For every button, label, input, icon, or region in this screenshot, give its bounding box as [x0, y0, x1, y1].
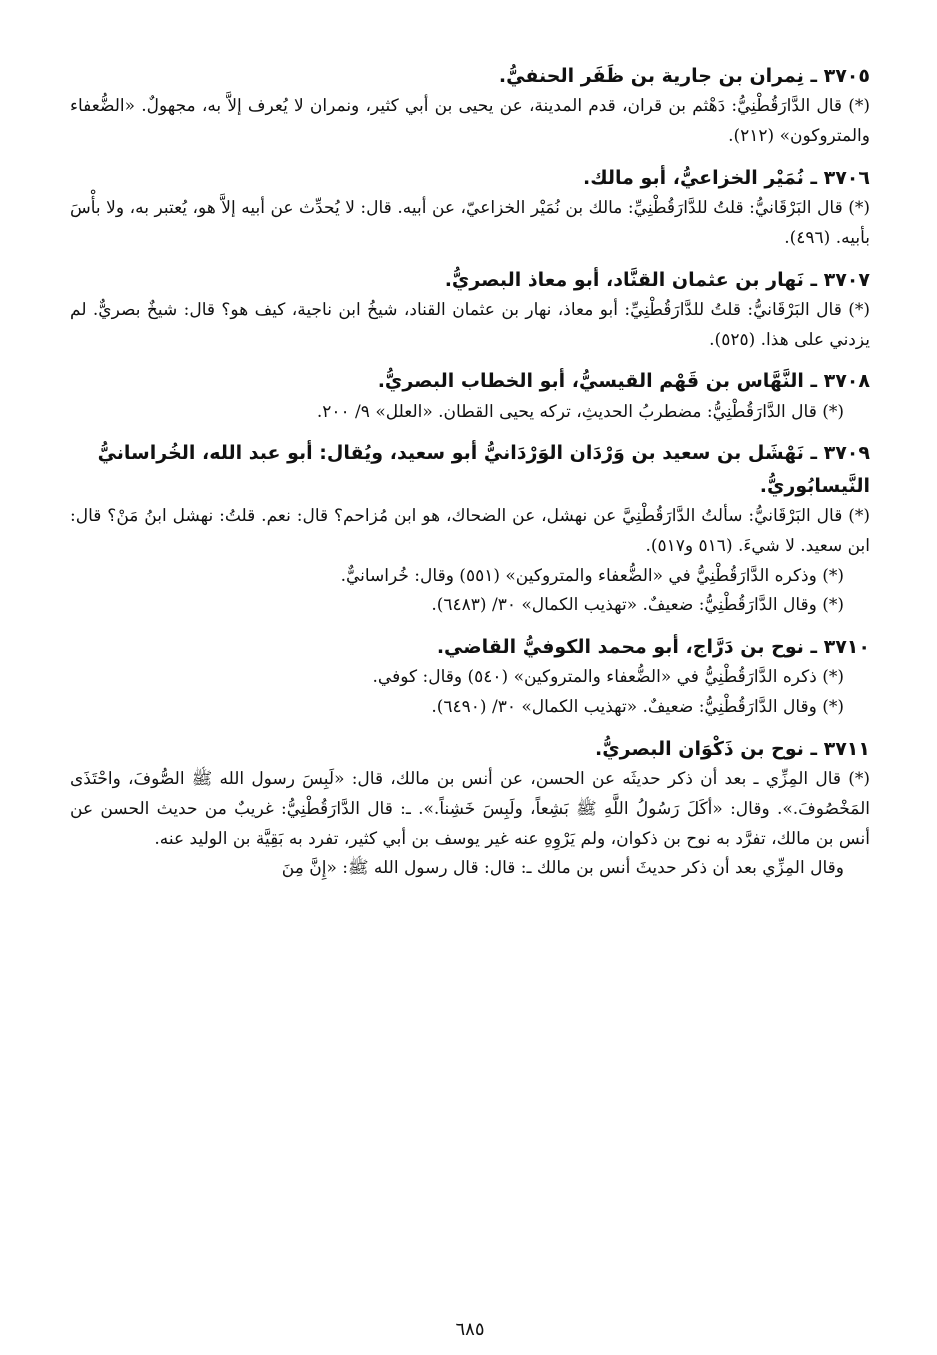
entry-paragraph: (*) قال الدَّارَقُطْنِيُّ: مضطربُ الحديثِ، تركه يحيى القطان. «العلل» ٩/ ٢٠٠.	[316, 401, 844, 422]
entry	[70, 733, 870, 884]
page-number: ٦٨٥	[455, 1319, 485, 1340]
entry-paragraph: (*) قال الدَّارَقُطْنِيُّ: دَهْثم بن قران، قدم المدينة، عن يحيى بن أبي كثير، ونمران لا يُعرف إلاَّ به، مجهولٌ. «الضُّعفاء والمتروكون» (٢١٢).	[70, 96, 870, 147]
entry-paragraph: (*) قال المِزِّي ـ بعد أن ذكر حديثَه عن الحسن، عن أنس بن مالك، قال: «لَبِسَ رسول الله ﷺ الصُّوفَ، واحْتَذَى المَخْصُوفَ.». وقال: «أكَلَ رَسُولُ اللَّهِ ﷺ بَشِعاً، ولَبِسَ خَشِناً.». ـ: قال الدَّارَقُطْنِيُّ: غريبٌ من حديث الحسن عن أنس بن مالك، تفرَّد به نوح بن ذكوان، ولم يَرْوِهِ عنه غير يوسف بن أبي كثير، تفرد به بَقِيَّة بن الوليد عنه.	[70, 769, 870, 849]
entry-heading: ٣٧١٠ ـ نوح بن دَرَّاج، أبو محمد الكوفيُّ القاضي.	[436, 636, 870, 659]
entry-paragraph: (*) قال البَرْقَانيُّ: قلتُ للدَّارَقُطْنِيِّ: أبو معاذ، نهار بن عثمان القناد، شيخُ ابن ناجية، كيف هو؟ قال: شيخٌ بصريٌّ. لم يزدني على هذا. (٥٢٥).	[70, 299, 870, 350]
entry-paragraph: وقال المِزِّي بعد أن ذكر حديثَ أنس بن مالك ـ: قال: قال رسول الله ﷺ: «إِنَّ مِنَ	[281, 858, 844, 879]
entry-paragraph: (*) قال البَرْقَانيُّ: قلتُ للدَّارَقُطْنِيِّ: مالك بن نُمَيْر الخزاعيّ، عن أبيه. قال: لا يُحدِّث عن أبيه إلاَّ هو، يُعتبر به، ولا بأْسَ بأبيه. (٤٩٦).	[70, 198, 870, 248]
entry	[70, 162, 870, 254]
entry	[70, 264, 870, 356]
entry-heading: ٣٧١١ ـ نوح بن ذَكْوَان البصريُّ.	[595, 737, 870, 760]
entry-paragraph: (*) وقال الدَّارَقُطْنِيُّ: ضعيفٌ. «تهذيب الكمال» ٣٠/ (٦٤٩٠).	[431, 697, 844, 718]
entry-heading: ٣٧٠٩ ـ نَهْشَل بن سعيد بن وَرْدَان الوَرْدَانيُّ أبو سعيد، ويُقال: أبو عبد الله، الخُراسانيُّ النَّيسابُوريُّ.	[97, 442, 870, 497]
entry	[70, 365, 870, 427]
entry-paragraph: (*) وذكره الدَّارَقُطْنِيُّ في «الضُّعفاء والمتروكين» (٥٥١) وقال: خُراسانيٌّ.	[340, 565, 844, 586]
document-page	[70, 60, 870, 1340]
entry	[70, 60, 870, 152]
entry	[70, 631, 870, 723]
entry-paragraph: (*) قال البَرْقَانيُّ: سألتُ الدَّارَقُطْنِيَّ عن نهشل، عن الضحاك، هو ابن مُزاحم؟ قال: نعم. قلتُ: نهشل ابنُ مَنْ؟ قال: ابن سعيد. لا شيءَ. (٥١٦ و٥١٧).	[70, 506, 870, 556]
entry-heading: ٣٧٠٥ ـ نِمران بن جارية بن ظَفَر الحنفيُّ.	[498, 65, 870, 87]
entry	[70, 437, 870, 621]
entry-heading: ٣٧٠٨ ـ النَّهَّاس بن قَهْم القيسيُّ، أبو الخطاب البصريُّ.	[377, 370, 870, 393]
entry-paragraph: (*) ذكره الدَّارَقُطْنِيُّ في «الضُّعفاء والمتروكين» (٥٤٠) وقال: كوفي.	[372, 667, 844, 688]
entry-paragraph: (*) وقال الدَّارَقُطْنِيُّ: ضعيفٌ. «تهذيب الكمال» ٣٠/ (٦٤٨٣).	[431, 595, 844, 616]
entry-heading: ٣٧٠٦ ـ نُمَيْر الخزاعيُّ، أبو مالك.	[583, 166, 870, 189]
entry-heading: ٣٧٠٧ ـ نَهار بن عثمان القنَّاد، أبو معاذ البصريُّ.	[444, 268, 870, 291]
